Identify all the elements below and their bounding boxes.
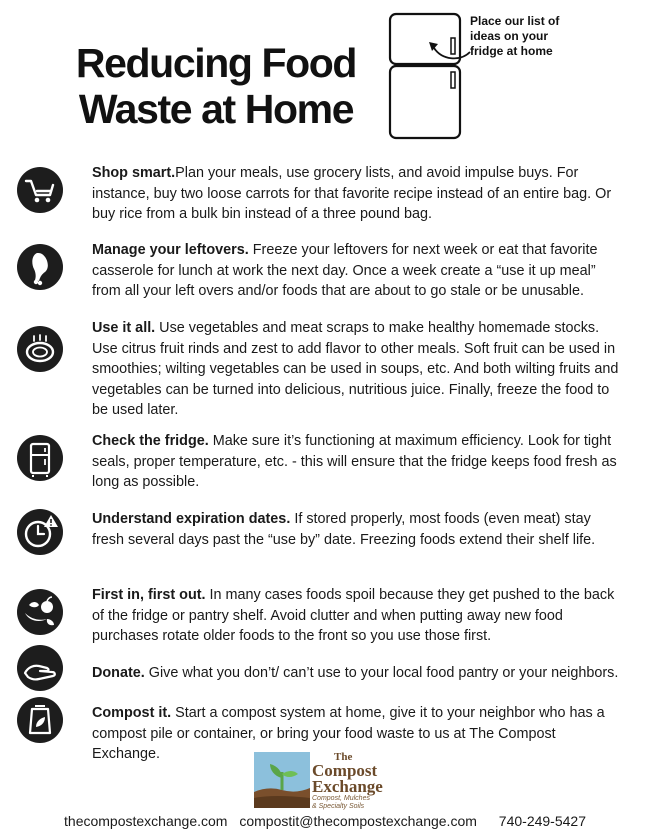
tip-heading: First in, first out. xyxy=(92,587,206,603)
tip-body: If stored properly, most foods (even meat) stay fresh several days past the “use by” date. Freezing foods extend their shelf life. xyxy=(92,511,596,548)
tip-heading: Check the fridge. xyxy=(92,433,209,449)
tip-heading: Compost it. xyxy=(92,705,172,721)
logo-name-2: Exchange xyxy=(312,777,383,796)
tip-body: In many cases foods spoil because they get pushed to the back of the fridge or pantry shelf. Avoid clutter and when putting away new food purchases rotate older foods to the front so you use those first. xyxy=(92,587,615,644)
fridge-note: Place our list of ideas on your fridge at home xyxy=(470,14,560,58)
tip-text xyxy=(92,318,624,421)
tip-body: Make sure it’s functioning at maximum efficiency. Look for tight seals, proper temperature, etc. - this will ensure that the fridge keeps food fresh as long as possible. xyxy=(92,433,617,490)
logo-emblem xyxy=(254,752,310,808)
footer-email[interactable]: compostit@thecompostexchange.com xyxy=(239,813,477,829)
tip-heading: Use it all. xyxy=(92,320,156,336)
tip-body: Freeze your leftovers for next week or eat that favorite casserole for lunch at work the next day. Once a week create a “use it up meal” from all your left overs and/or foods that are about to go stale or be unusable. xyxy=(92,242,598,299)
shopping-cart-icon xyxy=(17,167,63,213)
title-line-2: Waste at Home xyxy=(78,86,354,132)
logo-wordmark xyxy=(312,752,412,811)
tip-body: Give what you don’t/ can’t use to your local food pantry or your neighbors. xyxy=(144,665,619,681)
logo-the: The xyxy=(334,751,353,763)
tip-text xyxy=(92,585,624,647)
tip-heading: Understand expiration dates. xyxy=(92,511,291,527)
tip-text xyxy=(92,663,624,684)
tip-body: Start a compost system at home, give it to your neighbor who has a compost pile or container, or bring your food waste to us at The Compost Exchange. xyxy=(92,705,605,762)
tip-body: Plan your meals, use grocery lists, and avoid impulse buys. For instance, buy two loose carrots for that favorite recipe instead of an entire bag. Or buy rice from a bulk bin instead of a three pound bag. xyxy=(92,165,612,222)
produce-icon xyxy=(17,589,63,635)
footer-phone: 740-249-5427 xyxy=(498,813,586,829)
tip-text xyxy=(92,240,624,302)
tip-heading: Shop smart. xyxy=(92,165,176,181)
compost-bag-icon xyxy=(17,697,63,743)
footer-contact xyxy=(0,812,650,830)
drumstick-icon xyxy=(17,244,63,290)
tip-text xyxy=(92,509,624,550)
logo-tagline-1: Compost, Mulches xyxy=(312,795,370,802)
tip-text xyxy=(92,163,624,225)
clock-alert-icon xyxy=(17,509,63,555)
tip-heading: Manage your leftovers. xyxy=(92,242,249,258)
title-line-1: Reducing Food xyxy=(75,40,357,86)
logo-tagline-2: & Specialty Soils xyxy=(312,803,365,810)
helping-hand-icon xyxy=(17,645,63,691)
tip-heading: Donate. xyxy=(92,665,145,681)
page-title xyxy=(46,40,386,132)
tip-body: Use vegetables and meat scraps to make healthy homemade stocks. Use citrus fruit rinds and zest to add flavor to other meals. Soft fruit can be used in smoothies; wilting vegetables can be used in soups, etc. And both wilting fruits and vegetables can be turned into delicious, nutritious juice. Finally, freeze the food to be used later. xyxy=(92,320,619,418)
tip-text xyxy=(92,431,624,493)
pot-icon xyxy=(17,326,63,372)
fridge-icon xyxy=(17,435,63,481)
logo-name-1: Compost xyxy=(312,761,378,780)
compost-exchange-logo xyxy=(254,752,404,810)
footer-website[interactable]: thecompostexchange.com xyxy=(64,813,228,829)
